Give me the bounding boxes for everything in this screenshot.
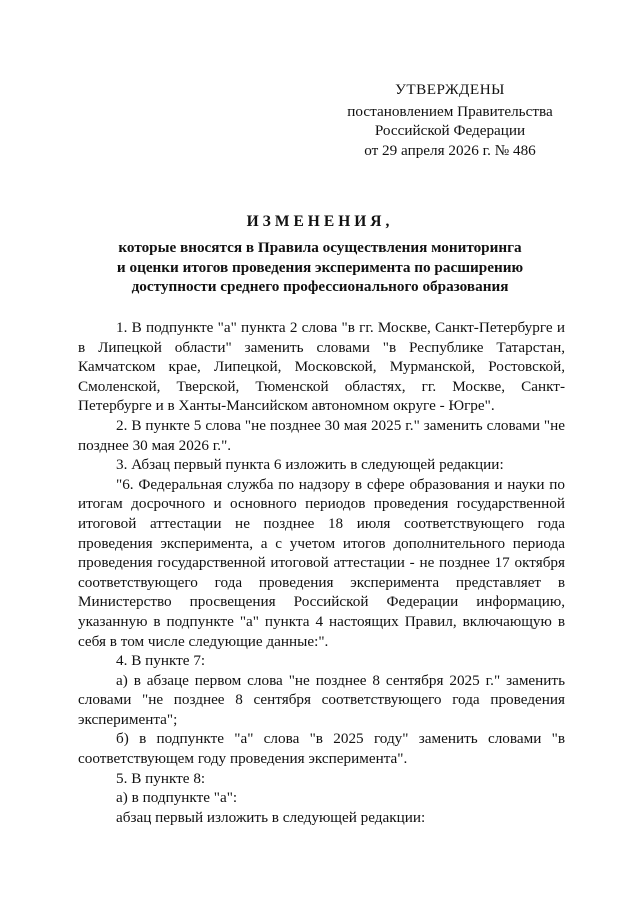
subtitle-line-3: доступности среднего профессионального образования [131, 278, 509, 295]
paragraph-2: 2. В пункте 5 слова "не позднее 30 мая 2025 г." заменить словами "не позднее 30 мая 2026 г.". [78, 416, 565, 454]
approval-line-3: от 29 апреля 2026 г. № 486 [364, 141, 536, 159]
document-subtitle [80, 238, 560, 297]
approval-line-2: Российской Федерации [374, 122, 526, 140]
subtitle-line-1: которые вносятся в Правила осуществления мониторинга [118, 239, 522, 256]
paragraph-6: а) в абзаце первом слова "не позднее 8 сентября 2025 г." заменить словами "не позднее 8 сентября соответствующего года проведения эксперимента"; [78, 671, 565, 728]
paragraph-4: "6. Федеральная служба по надзору в сфере образования и науки по итогам досрочного и основного периодов проведения государственной итоговой аттестации не позднее 18 июля соответствующего года проведения эксперимента, а с учетом итогов дополнительного периода проведения государственной итоговой аттестации - не позднее 17 октября соответствующего года проведения эксперимента представляет в Министерство просвещения Российской Федерации информацию, указанную в подпункте "а" пункта 4 настоящих Правил, включающую в себя в том числе следующие данные:". [78, 475, 565, 650]
subtitle-line-2: и оценки итогов проведения эксперимента по расширению [116, 258, 524, 276]
paragraph-3: 3. Абзац первый пункта 6 изложить в следующей редакции: [116, 456, 504, 474]
approval-block [340, 80, 560, 160]
paragraph-8: 5. В пункте 8: [116, 769, 206, 787]
approval-line-1: постановлением Правительства [347, 102, 553, 120]
paragraph-9: а) в подпункте "а": [116, 789, 238, 807]
document-title: ИЗМЕНЕНИЯ, [246, 213, 394, 230]
document-body [78, 318, 565, 827]
paragraph-7: б) в подпункте "а" слова "в 2025 году" заменить словами "в соответствующем году проведения эксперимента". [78, 730, 565, 768]
paragraph-1: 1. В подпункте "а" пункта 2 слова "в гг. Москве, Санкт-Петербурге и в Липецкой области" заменить словами "в Республике Татарстан, Камчатском крае, Липецкой, Московской, Мурманской, Ростовской, Смоленской, Тверской, Тюменской областях, гг. Москве, Санкт-Петербурге и в Ханты-Мансийском автономном округе - Югре". [78, 319, 565, 415]
paragraph-10: абзац первый изложить в следующей редакции: [116, 808, 426, 826]
approval-heading: УТВЕРЖДЕНЫ [395, 81, 505, 98]
paragraph-5: 4. В пункте 7: [116, 652, 206, 670]
